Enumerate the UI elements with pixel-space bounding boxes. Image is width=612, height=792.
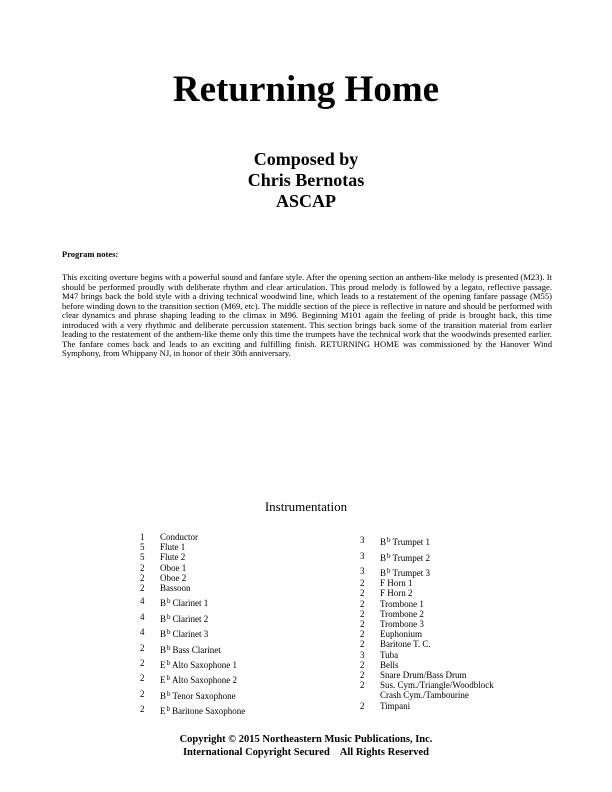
- part-count: 2: [360, 700, 365, 711]
- flat-symbol: b: [387, 566, 391, 575]
- part-count: 3: [360, 550, 365, 561]
- instrument-row: [360, 619, 560, 629]
- instrument-label: Clarinet 3: [172, 629, 209, 640]
- part-count: 2: [360, 639, 365, 650]
- instrument-row: [360, 629, 560, 639]
- part-count: 5: [140, 542, 145, 553]
- instrument-label: Flute 1: [160, 542, 186, 553]
- key-letter: B: [160, 690, 167, 701]
- instrument-row: [140, 563, 360, 573]
- instrument-row: [360, 650, 560, 660]
- instrument-label: Snare Drum/Bass Drum: [380, 670, 467, 680]
- instrument-label: Trumpet 1: [392, 537, 430, 548]
- part-count: 2: [140, 583, 145, 594]
- instrument-label: Bassoon: [160, 583, 191, 594]
- instrument-label: Trumpet 3: [392, 567, 430, 578]
- instrument-label: Conductor: [160, 532, 198, 542]
- key-letter: E: [160, 706, 166, 717]
- instrument-row: [360, 701, 560, 711]
- instrument-row: [140, 704, 360, 716]
- composer-name: Chris Bernotas: [247, 170, 365, 190]
- part-count: 1: [140, 532, 145, 542]
- part-count: 2: [140, 562, 145, 573]
- instrument-row: [360, 660, 560, 670]
- flat-symbol: b: [166, 705, 170, 714]
- instrument-name: [380, 701, 560, 711]
- instrument-name: [380, 551, 560, 563]
- flat-symbol: b: [387, 551, 391, 560]
- instrument-name: [160, 573, 360, 583]
- instrument-label: Flute 2: [160, 552, 186, 563]
- instrument-row: [360, 670, 560, 680]
- instrument-label: Trombone 1: [380, 598, 424, 609]
- instrument-name: [380, 578, 560, 588]
- instrument-row: [140, 689, 360, 701]
- part-count: 2: [140, 642, 145, 653]
- instrument-label: Baritone Saxophone: [172, 706, 246, 717]
- instrument-name: [160, 673, 360, 685]
- flat-symbol: b: [166, 658, 170, 667]
- part-count: 2: [360, 578, 365, 589]
- flat-symbol: b: [167, 612, 171, 621]
- instrument-row: [140, 583, 360, 593]
- instrument-name: [380, 650, 560, 660]
- instrument-label: Clarinet 2: [172, 613, 209, 624]
- copyright-notice: [0, 733, 612, 759]
- instrument-row: [360, 599, 560, 609]
- rights-reserved: All Rights Reserved: [339, 747, 430, 758]
- part-count: 2: [140, 572, 145, 583]
- part-count: 2: [360, 629, 365, 640]
- part-count: 2: [360, 608, 365, 619]
- flat-symbol: b: [166, 674, 170, 683]
- instrument-label: Tuba: [380, 649, 399, 660]
- instrument-name: [160, 583, 360, 593]
- key-letter: B: [160, 629, 167, 640]
- instrument-label: Alto Saxophone 1: [172, 659, 237, 670]
- piece-title: Returning Home: [172, 69, 440, 110]
- part-count: 2: [360, 659, 365, 670]
- instrument-row: [360, 551, 560, 563]
- instrument-name: [380, 599, 560, 609]
- instrument-name: [160, 704, 360, 716]
- instrument-row: [140, 532, 360, 542]
- instrument-row: [360, 680, 560, 700]
- key-letter: B: [380, 552, 387, 563]
- part-count: 3: [360, 565, 365, 576]
- instrumentation-heading: Instrumentation: [264, 499, 348, 514]
- instrument-label: Oboe 1: [160, 562, 187, 573]
- flat-symbol: b: [387, 536, 391, 545]
- part-count: 5: [140, 552, 145, 563]
- instrument-row: [360, 609, 560, 619]
- instrument-name: [160, 689, 360, 701]
- key-letter: B: [380, 567, 387, 578]
- instrument-name: [160, 532, 360, 542]
- instrument-row: [360, 588, 560, 598]
- instrument-row: [360, 566, 560, 578]
- instrument-name: [380, 680, 560, 700]
- instrument-name: [380, 670, 560, 680]
- instrument-name: [380, 660, 560, 670]
- instrument-label: Trumpet 2: [392, 552, 430, 563]
- instrument-name: [380, 609, 560, 619]
- instrument-label: Bass Clarinet: [172, 644, 221, 655]
- part-count: 2: [140, 673, 145, 684]
- instrument-label: Bells: [380, 659, 399, 670]
- instrument-name: [380, 566, 560, 578]
- instrument-row: [140, 643, 360, 655]
- part-count: 2: [140, 688, 145, 699]
- part-count: 2: [360, 670, 365, 680]
- program-notes-body: This exciting overture begins with a powerful sound and fanfare style. After the opening section an anthem-like melody is presented (M23). It should be performed proudly with deliberate rhythm and clear articulation. This proud melody is followed by a legato, reflective passage. M47 brings back the bold style with a driving technical woodwind line, which leads to a restatement of the opening fanfare passage (M55) before winding down to the transition section (M69, etc). The middle section of the piece is reflective in nature and should be performed with clear dynamics and phrase shaping leading to the climax in M96. Beginning M101 again the feeling of pride is brought back, this time introduced with a very rhythmic and deliberate percussion statement. This section brings back some of the transition material from earlier leading to the restatement of the anthem-like theme only this time the trumpets have the technical work that the woodwinds presented earlier. The fanfare comes back and leads to an exciting and fulfilling finish. RETURNING HOME was commissioned by the Hanover Wind Symphony, from Whippany NJ, in honor of their 30th anniversary.: [62, 272, 552, 358]
- instrument-name: [160, 563, 360, 573]
- part-count: 4: [140, 611, 145, 622]
- instrument-row: [140, 673, 360, 685]
- instrument-label: Timpani: [380, 700, 411, 711]
- instrument-name: [160, 542, 360, 552]
- instrument-name: [380, 639, 560, 649]
- flat-symbol: b: [167, 689, 171, 698]
- instrument-row: [140, 596, 360, 608]
- instrument-label: F Horn 1: [380, 578, 413, 589]
- instrument-name: [160, 658, 360, 670]
- composed-by-label: Composed by: [253, 149, 359, 169]
- part-count: 2: [360, 680, 365, 691]
- instrument-name: [380, 619, 560, 629]
- instrument-label: F Horn 2: [380, 588, 413, 599]
- instrument-row: [140, 552, 360, 562]
- composer-block: [0, 149, 612, 212]
- flat-symbol: b: [167, 628, 171, 637]
- flat-symbol: b: [167, 597, 171, 606]
- instrument-name: [160, 596, 360, 608]
- instrument-name: [380, 629, 560, 639]
- part-count: 4: [140, 627, 145, 638]
- copyright-secured: International Copyright Secured: [182, 747, 330, 758]
- flat-symbol: b: [167, 643, 171, 652]
- part-count: 3: [360, 535, 365, 546]
- instrument-name: [160, 627, 360, 639]
- instrument-label: Sus. Cym./Triangle/Woodblock: [380, 680, 494, 691]
- instrument-row: [140, 573, 360, 583]
- instrument-row: [140, 627, 360, 639]
- copyright-line: Copyright © 2015 Northeastern Music Publications, Inc.: [179, 734, 433, 745]
- key-letter: B: [160, 644, 167, 655]
- composer-affiliation: ASCAP: [275, 191, 336, 211]
- part-count: 2: [360, 618, 365, 629]
- part-count: 2: [140, 657, 145, 668]
- instrument-label: Euphonium: [380, 629, 422, 640]
- instrument-name: [160, 552, 360, 562]
- instrument-label: Clarinet 1: [172, 598, 209, 609]
- key-letter: E: [160, 659, 166, 670]
- key-letter: B: [380, 537, 387, 548]
- key-letter: B: [160, 613, 167, 624]
- instrument-row: [140, 612, 360, 624]
- part-count: 2: [360, 588, 365, 599]
- instrument-name: [380, 588, 560, 598]
- part-count: 3: [360, 649, 365, 660]
- part-count: 2: [360, 598, 365, 609]
- part-count: 2: [140, 704, 145, 715]
- instrument-row: [360, 578, 560, 588]
- part-count: 4: [140, 596, 145, 607]
- instrument-label: Alto Saxophone 2: [172, 675, 237, 686]
- instrument-label: Oboe 2: [160, 572, 187, 583]
- instrument-row: [140, 658, 360, 670]
- instrument-row: [360, 639, 560, 649]
- instrument-row: [140, 542, 360, 552]
- instrument-name: [160, 612, 360, 624]
- instrument-label: Tenor Saxophone: [172, 690, 236, 701]
- instrument-name: [380, 535, 560, 547]
- instrument-label: Trombone 2: [380, 608, 424, 619]
- key-letter: E: [160, 675, 166, 686]
- instrument-label-continued: Crash Cym./Tambourine: [380, 690, 469, 701]
- instrument-row: [360, 535, 560, 547]
- instrumentation-list-left: [140, 532, 360, 716]
- program-notes-heading: Program notes:: [62, 249, 119, 259]
- instrument-label: Baritone T. C.: [380, 639, 431, 650]
- instrumentation-list-right: [360, 532, 560, 711]
- key-letter: B: [160, 598, 167, 609]
- instrument-name: [160, 643, 360, 655]
- rights-line: [0, 746, 612, 759]
- instrument-label: Trombone 3: [380, 618, 424, 629]
